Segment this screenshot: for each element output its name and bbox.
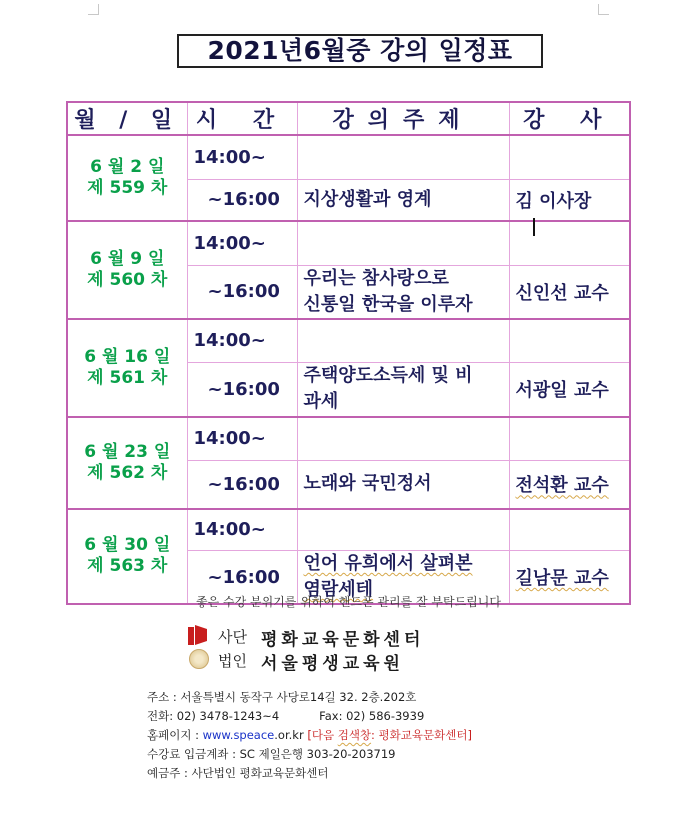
homepage-label: 홈페이지 : xyxy=(147,728,203,742)
homepage-line xyxy=(147,726,472,745)
topic-cell xyxy=(297,461,509,509)
start-time: 14:00~ xyxy=(187,221,297,265)
topic-cell xyxy=(297,363,509,417)
page-title: 2021년6월중 강의 일정표 xyxy=(177,34,543,68)
topic-line: 언어 유희에서 살펴본 xyxy=(303,553,473,574)
end-time: ~16:00 xyxy=(187,265,297,319)
seal-logo-icon xyxy=(189,649,209,669)
holder-line: 예금주 : 사단법인 평화교육문화센터 xyxy=(147,766,329,780)
search-hint-word: 검색창 xyxy=(337,728,372,742)
org-kind-top: 사단 xyxy=(218,628,247,646)
schedule-row-top xyxy=(67,221,630,265)
end-time: ~16:00 xyxy=(187,461,297,509)
lecturer-name: 서광일 교수 xyxy=(509,363,630,417)
topic-line: 노래와 국민정서 xyxy=(303,473,432,495)
date-cell xyxy=(67,319,187,417)
lecturer-cell-top xyxy=(509,319,630,363)
header-row xyxy=(67,102,630,135)
topic-cell-top xyxy=(297,417,509,461)
schedule-table xyxy=(66,101,631,605)
header-lecturer: 강 사 xyxy=(509,102,630,135)
topic-cell xyxy=(297,179,509,221)
header-time: 시 간 xyxy=(187,102,297,135)
schedule-row-top xyxy=(67,417,630,461)
lecturer-name: 길남문 교수 xyxy=(509,551,630,605)
topic-line: 주택양도소득세 및 비 xyxy=(303,365,473,387)
topic-line: 염람세테 xyxy=(303,579,374,600)
topic-line: 지상생활과 영계 xyxy=(303,188,432,210)
session-number: 제 560 차 xyxy=(87,269,168,290)
topic-line: 신통일 한국을 이루자 xyxy=(303,293,473,315)
schedule-row-top xyxy=(67,135,630,179)
homepage-domain: .or.kr xyxy=(274,728,304,742)
schedule-row-top xyxy=(67,509,630,551)
end-time: ~16:00 xyxy=(187,363,297,417)
lecturer-cell-top xyxy=(509,417,630,461)
org-name-bottom: 서울평생교육원 xyxy=(261,654,404,674)
topic-cell xyxy=(297,265,509,319)
topic-line: 과세 xyxy=(303,391,339,413)
address-line: 주소 : 서울특별시 동작구 사당로14길 32. 2층.202호 xyxy=(147,690,417,704)
notice-text: 좋은 수강 분위기를 위하여 핸드폰 관리를 잘 부탁드립니다 xyxy=(196,595,501,609)
end-time: ~16:00 xyxy=(187,551,297,605)
fax-text: Fax: 02) 586-3939 xyxy=(319,709,425,723)
red-flag-logo-icon xyxy=(188,625,208,645)
month-day: 6 월 23 일 xyxy=(84,441,171,462)
session-number: 제 563 차 xyxy=(87,556,168,577)
homepage-link[interactable]: www.speace xyxy=(202,728,275,742)
lecturer-name: 김 이사장 xyxy=(509,179,630,221)
end-time: ~16:00 xyxy=(187,179,297,221)
lecturer-cell-top xyxy=(509,509,630,551)
month-day: 6 월 9 일 xyxy=(90,248,165,269)
org-kind-bottom: 법인 xyxy=(218,652,247,670)
contact-info xyxy=(147,688,472,783)
date-cell xyxy=(67,135,187,221)
date-cell xyxy=(67,221,187,319)
lecturer-name: 전석환 교수 xyxy=(509,461,630,509)
topic-cell-top xyxy=(297,509,509,551)
session-number: 제 562 차 xyxy=(87,462,168,483)
topic-line: 우리는 참사랑으로 xyxy=(303,267,449,289)
text-cursor xyxy=(533,218,535,236)
account-line: 수강료 입금계좌 : SC 제일은행 303-20-203719 xyxy=(147,747,396,761)
date-cell xyxy=(67,509,187,605)
lecturer-cell-top xyxy=(509,135,630,179)
month-day: 6 월 2 일 xyxy=(90,157,165,177)
lecturer-cell-top xyxy=(509,221,630,265)
header-topic: 강의주제 xyxy=(297,102,509,135)
header-date: 월 / 일 xyxy=(67,102,187,135)
date-cell xyxy=(67,417,187,509)
month-day: 6 월 30 일 xyxy=(84,535,171,556)
schedule-row-top xyxy=(67,319,630,363)
lecturer-name: 신인선 교수 xyxy=(509,265,630,319)
topic-cell-top xyxy=(297,221,509,265)
phone-text: 전화: 02) 3478-1243~4 xyxy=(147,709,280,723)
page-corner-mark-left xyxy=(88,4,99,15)
start-time: 14:00~ xyxy=(187,417,297,461)
start-time: 14:00~ xyxy=(187,135,297,179)
session-number: 제 559 차 xyxy=(87,178,168,198)
topic-cell-top xyxy=(297,319,509,363)
search-hint-close: : 평화교육문화센터] xyxy=(371,728,472,742)
start-time: 14:00~ xyxy=(187,319,297,363)
start-time: 14:00~ xyxy=(187,509,297,551)
search-hint-open: [다음 xyxy=(307,728,338,742)
page-corner-mark-right xyxy=(598,4,609,15)
session-number: 제 561 차 xyxy=(87,367,168,388)
org-name-top: 평화교육문화센터 xyxy=(261,630,425,650)
phone-fax-line xyxy=(147,707,472,726)
organization-block xyxy=(188,625,488,673)
month-day: 6 월 16 일 xyxy=(84,346,171,367)
topic-cell-top xyxy=(297,135,509,179)
